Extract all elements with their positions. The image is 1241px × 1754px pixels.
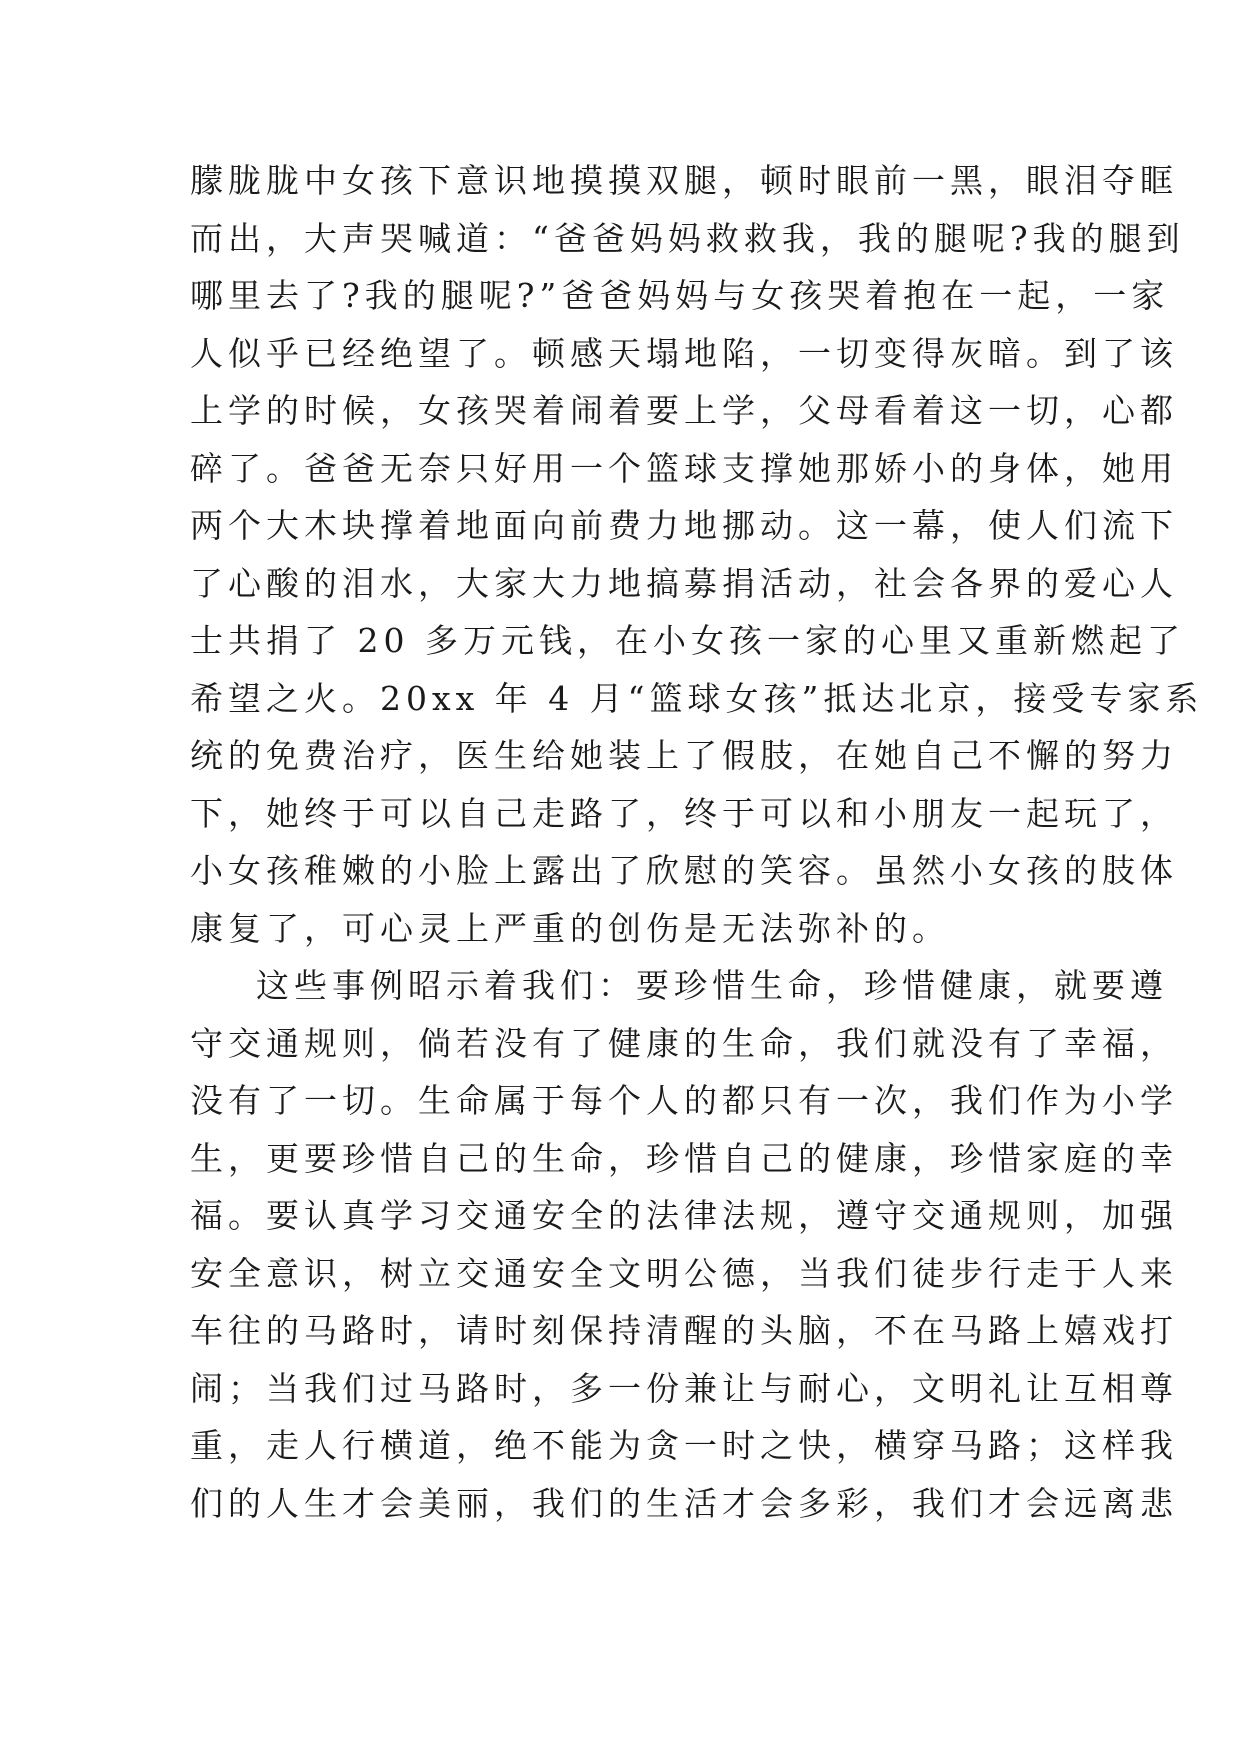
text-line: 小女孩稚嫩的小脸上露出了欣慰的笑容。虽然小女孩的肢体 <box>190 851 1178 890</box>
text-line: 车往的马路时，请时刻保持清醒的头脑，不在马路上嬉戏打 <box>190 1311 1178 1350</box>
paragraph-first-line: 这些事例昭示着我们：要珍惜生命，珍惜健康，就要遵 <box>256 966 1168 1005</box>
text-line: 碎了。爸爸无奈只好用一个篮球支撑她那娇小的身体，她用 <box>190 448 1178 488</box>
text-line: 统的免费治疗，医生给她装上了假肢，在她自己不懈的努力 <box>190 736 1178 775</box>
text-line: 生，更要珍惜自己的生命，珍惜自己的健康，珍惜家庭的幸 <box>190 1138 1178 1178</box>
text-line: 康复了，可心灵上严重的创伤是无法弥补的。 <box>190 908 950 948</box>
text-line: 闹；当我们过马路时，多一份兼让与耐心，文明礼让互相尊 <box>190 1368 1178 1408</box>
text-line: 下，她终于可以自己走路了，终于可以和小朋友一起玩了， <box>190 793 1178 833</box>
text-line: 守交通规则，倘若没有了健康的生命，我们就没有了幸福， <box>190 1023 1178 1063</box>
text-line: 人似乎已经绝望了。顿感天塌地陷，一切变得灰暗。到了该 <box>190 333 1178 373</box>
text-line: 而出，大声哭喊道：“爸爸妈妈救救我，我的腿呢?我的腿到 <box>190 218 1185 258</box>
text-line: 了心酸的泪水，大家大力地搞募捐活动，社会各界的爱心人 <box>190 563 1178 603</box>
text-line: 们的人生才会美丽，我们的生活才会多彩，我们才会远离悲 <box>190 1483 1178 1523</box>
text-line: 两个大木块撑着地面向前费力地挪动。这一幕，使人们流下 <box>190 506 1178 545</box>
text-line: 希望之火。20xx 年 4 月“篮球女孩”抵达北京，接受专家系 <box>190 678 1204 718</box>
text-line: 哪里去了?我的腿呢?”爸爸妈妈与女孩哭着抱在一起，一家 <box>190 276 1170 315</box>
text-line: 福。要认真学习交通安全的法律法规，遵守交通规则，加强 <box>190 1196 1178 1235</box>
body-text <box>190 152 1204 1532</box>
text-line: 重，走人行横道，绝不能为贪一时之快，横穿马路；这样我 <box>190 1426 1178 1465</box>
text-line: 安全意识，树立交通安全文明公德，当我们徒步行走于人来 <box>190 1253 1178 1293</box>
text-line: 士共捐了 20 多万元钱，在小女孩一家的心里又重新燃起了 <box>190 621 1185 660</box>
text-line: 没有了一切。生命属于每个人的都只有一次，我们作为小学 <box>190 1081 1178 1120</box>
text-line: 朦胧胧中女孩下意识地摸摸双腿，顿时眼前一黑，眼泪夺眶 <box>190 161 1178 200</box>
text-line: 上学的时候，女孩哭着闹着要上学，父母看着这一切，心都 <box>190 391 1178 430</box>
